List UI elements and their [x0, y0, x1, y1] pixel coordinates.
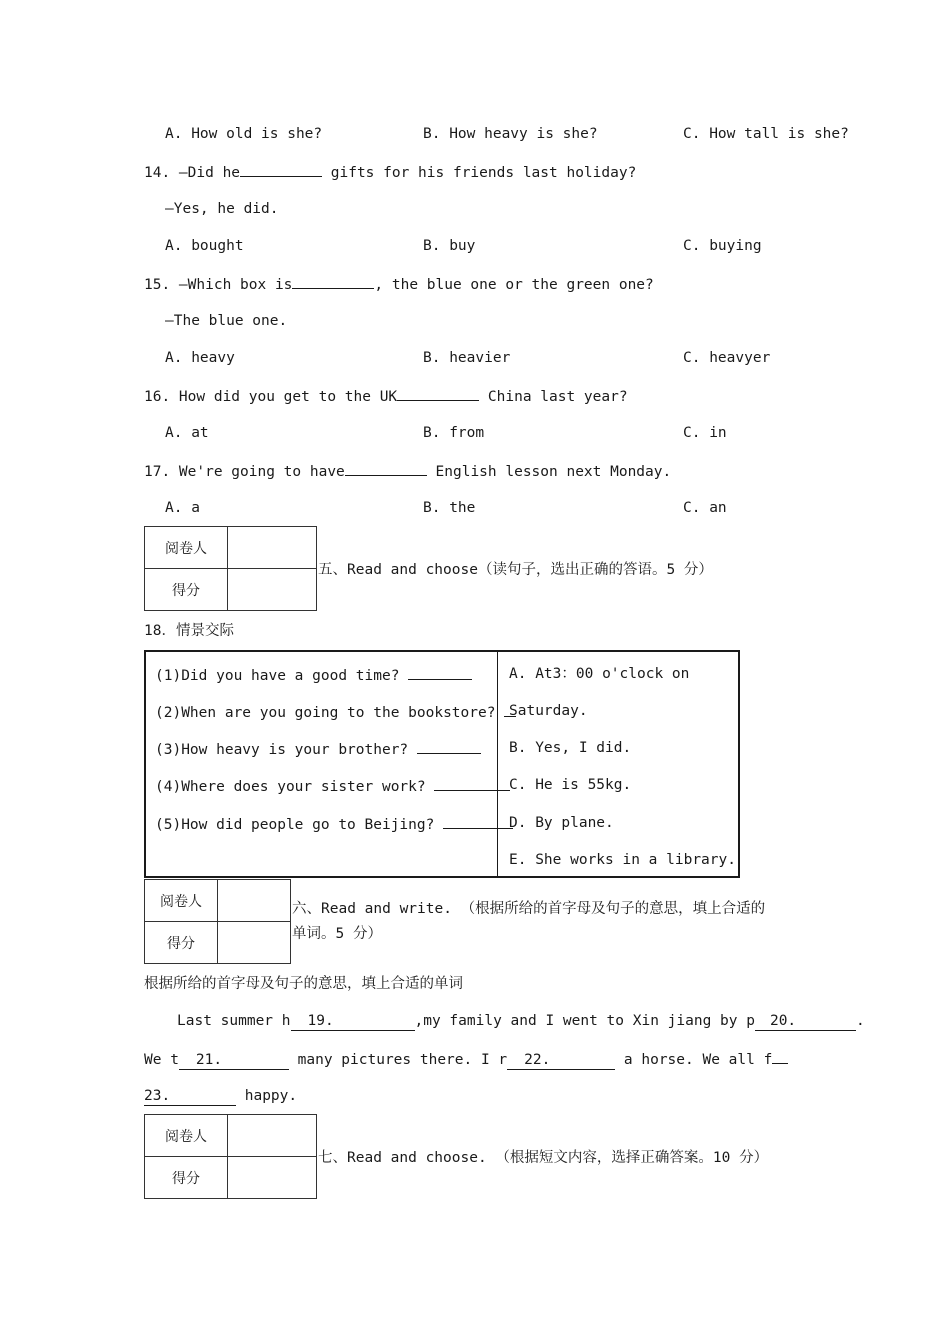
dialogue-answer-e: E. She works in a library. — [509, 852, 736, 868]
dialogue-question-4: (4)Where does your sister work? — [155, 775, 510, 797]
q16-stem — [144, 385, 628, 407]
q15-option-c: C. heavyer — [683, 350, 771, 366]
dialogue-blank-3 — [417, 738, 481, 754]
q15-suffix: , the blue one or the green one? — [374, 277, 654, 293]
dialogue-answer-c: C. He is 55kg. — [509, 777, 632, 793]
q14-stem — [144, 161, 636, 183]
passage-line-2: We t 21. many pictures there. I r 22. a horse. We all f — [144, 1048, 788, 1070]
dialogue-answer-a-cont: Saturday. — [509, 703, 588, 719]
dialogue-answer-b: B. Yes, I did. — [509, 740, 632, 756]
q14-option-b: B. buy — [423, 238, 476, 254]
dialogue-answer-d: D. By plane. — [509, 815, 614, 831]
score-label: 得分 — [145, 1157, 228, 1199]
dialogue-answer-a: A. At3：00 o'clock on — [509, 666, 690, 682]
dialogue-question-2: (2)When are you going to the bookstore? — [155, 701, 516, 723]
q17-blank — [345, 460, 427, 476]
passage-line-3: 23. happy. — [144, 1088, 298, 1104]
blank-20: 20. — [755, 1013, 856, 1031]
q17-stem — [144, 460, 671, 482]
q16-option-c: C. in — [683, 425, 727, 441]
q14-suffix: gifts for his friends last holiday? — [322, 165, 637, 181]
q14-prefix: 14. —Did he — [144, 165, 241, 181]
q14-option-a: A. bought — [165, 238, 244, 254]
reviewer-cell — [218, 880, 291, 922]
column-divider — [497, 652, 498, 876]
q17-option-c: C. an — [683, 500, 727, 516]
score-box-section7 — [144, 1114, 317, 1199]
q17-option-b: B. the — [423, 500, 476, 516]
q15-answer: —The blue one. — [165, 313, 288, 329]
q16-option-a: A. at — [165, 425, 209, 441]
q15-option-a: A. heavy — [165, 350, 235, 366]
q15-option-b: B. heavier — [423, 350, 511, 366]
section5-title: 五、Read and choose（读句子，选出正确的答语。5 分） — [318, 562, 713, 578]
dialogue-blank-4 — [434, 775, 510, 791]
reviewer-label: 阅卷人 — [145, 880, 218, 922]
q14-option-c: C. buying — [683, 238, 762, 254]
dialogue-question-1: (1)Did you have a good time? — [155, 664, 472, 686]
blank-21: 21. — [179, 1052, 289, 1070]
reviewer-label: 阅卷人 — [145, 527, 228, 569]
reviewer-label: 阅卷人 — [145, 1115, 228, 1157]
score-box-section5 — [144, 526, 317, 611]
blank-23: 23. — [144, 1088, 236, 1106]
score-cell — [218, 922, 291, 964]
section6-title-line2: 单词。5 分） — [292, 926, 382, 942]
passage-line-1: Last summer h 19. ,my family and I went to Xin jiang by p 20. . — [177, 1013, 865, 1029]
reviewer-cell — [228, 1115, 317, 1157]
blank-19: 19. — [291, 1013, 415, 1031]
q16-blank — [397, 385, 479, 401]
score-label: 得分 — [145, 922, 218, 964]
q14-answer: —Yes, he did. — [165, 201, 279, 217]
dialogue-question-5: (5)How did people go to Beijing? — [155, 813, 513, 835]
q15-blank — [292, 273, 374, 289]
score-box-section6 — [144, 879, 291, 964]
q15-prefix: 15. —Which box is — [144, 277, 293, 293]
q13-option-a: A. How old is she? — [165, 126, 323, 142]
q13-option-b: B. How heavy is she? — [423, 126, 598, 142]
q15-stem — [144, 273, 654, 295]
q16-suffix: China last year? — [479, 389, 628, 405]
section7-title: 七、Read and choose. （根据短文内容，选择正确答案。10 分） — [318, 1150, 769, 1166]
q14-blank — [240, 161, 322, 177]
q13-option-c: C. How tall is she? — [683, 126, 849, 142]
section6-instruction: 根据所给的首字母及句子的意思，填上合适的单词 — [144, 976, 463, 992]
score-cell — [228, 1157, 317, 1199]
q17-option-a: A. a — [165, 500, 200, 516]
q16-option-b: B. from — [423, 425, 485, 441]
dialogue-blank-1 — [408, 664, 472, 680]
dialogue-question-3: (3)How heavy is your brother? — [155, 738, 481, 760]
dialogue-blank-5 — [443, 813, 513, 829]
dialogue-match-box — [144, 650, 740, 878]
q16-prefix: 16. How did you get to the UK — [144, 389, 398, 405]
section6-title-line1: 六、Read and write. （根据所给的首字母及句子的意思，填上合适的 — [292, 901, 766, 917]
score-cell — [228, 569, 317, 611]
reviewer-cell — [228, 527, 317, 569]
q18-label: 18．情景交际 — [144, 623, 234, 639]
blank-23-start — [772, 1048, 788, 1064]
score-label: 得分 — [145, 569, 228, 611]
q17-prefix: 17. We're going to have — [144, 464, 345, 480]
blank-22: 22. — [507, 1052, 615, 1070]
q17-suffix: English lesson next Monday. — [426, 464, 672, 480]
